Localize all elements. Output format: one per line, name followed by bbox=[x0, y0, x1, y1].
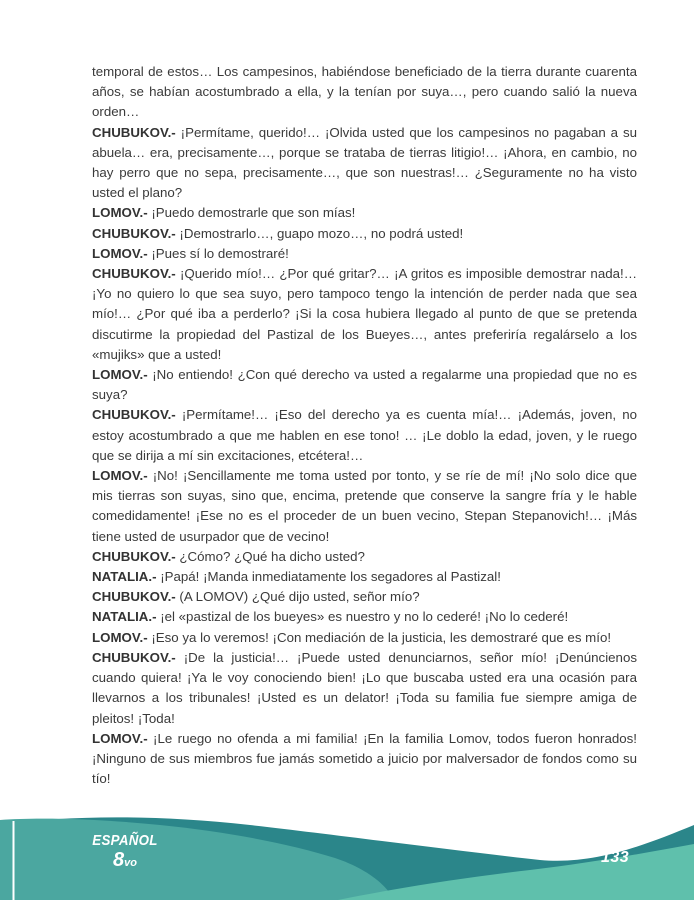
speaker-name: CHUBUKOV.- bbox=[92, 266, 176, 282]
speaker-name: NATALIA.- bbox=[92, 569, 157, 585]
logo-title: ESPAÑOL bbox=[92, 833, 158, 849]
dialogue-paragraph: CHUBUKOV.- ¿Cómo? ¿Qué ha dicho usted? bbox=[92, 548, 365, 564]
dialogue bbox=[92, 62, 637, 789]
dialogue-paragraph: temporal de estos… Los campesinos, habiéndose beneficiado de la tierra durante cuarenta años, se habían acostumbrado a ella, y la tenían por suya…, pero cuando salió la nueva orden… bbox=[92, 64, 637, 120]
dialogue-paragraph: NATALIA.- ¡el «pastizal de los bueyes» es nuestro y no lo cederé! ¡No lo cederé! bbox=[92, 609, 569, 625]
dialogue-paragraph: LOMOV.- ¡Pues sí lo demostraré! bbox=[92, 245, 289, 261]
dialogue-paragraph: CHUBUKOV.- ¡Demostrarlo…, guapo mozo…, no podrá usted! bbox=[92, 225, 464, 241]
dialogue-paragraph: LOMOV.- ¡Le ruego no ofenda a mi familia! ¡En la familia Lomov, todos fueron honrados!¡Ninguno de sus miembros fue jamás sometido a juicio por malversador de fondos como su tío! bbox=[92, 730, 637, 787]
dialogue-paragraph: CHUBUKOV.- ¡Permítame, querido!… ¡Olvida usted que los campesinos no pagaban a su abuela… era, precisamente…, porque se trataba de tierras litigio!… ¡Ahora, en cambio, no hay perro que no sepa, precisamente…, que son nuestras!… ¿Seguramente no ha visto usted el plano? bbox=[92, 124, 637, 201]
logo-grade-suffix: vo bbox=[124, 856, 137, 869]
speaker-name: CHUBUKOV.- bbox=[92, 225, 176, 241]
dialogue-paragraph: LOMOV.- ¡Eso ya lo veremos! ¡Con mediación de la justicia, les demostraré que es mío! bbox=[92, 629, 612, 645]
speaker-name: LOMOV.- bbox=[92, 245, 148, 261]
dialogue-paragraph: CHUBUKOV.- ¡Querido mío!… ¿Por qué gritar?… ¡A gritos es imposible demostrar nada!… ¡Yo no quiero lo que sea suyo, pero tampoco tengo la intención de perder nada que sea mío!… ¿Por qué iba a perderlo? ¡Si la cosa hubiera llegado al punto de que se pretenda discutirme la propiedad del Pastizal de los Bueyes…, antes preferiría regalárselo a los «mujiks» que a usted! bbox=[92, 266, 637, 362]
speaker-name: LOMOV.- bbox=[92, 629, 148, 645]
dialogue-paragraph: CHUBUKOV.- (A LOMOV) ¿Qué dijo usted, señor mío? bbox=[92, 589, 420, 605]
speaker-name: CHUBUKOV.- bbox=[92, 649, 176, 665]
wave-medium-teal bbox=[0, 819, 394, 900]
speaker-name: CHUBUKOV.- bbox=[92, 548, 176, 564]
speaker-name: LOMOV.- bbox=[92, 730, 148, 746]
speaker-name: CHUBUKOV.- bbox=[92, 589, 176, 605]
logo-grade-numeral: 8 bbox=[113, 848, 125, 871]
dialogue-paragraph: LOMOV.- ¡Puedo demostrarle que son mías! bbox=[92, 205, 356, 221]
dialogue-paragraph: LOMOV.- ¡No entiendo! ¿Con qué derecho va usted a regalarme una propiedad que no es suya? bbox=[92, 367, 637, 403]
footer-divider-line bbox=[13, 821, 15, 900]
speaker-name: LOMOV.- bbox=[92, 367, 148, 383]
speaker-name: LOMOV.- bbox=[92, 205, 148, 221]
page-number: 133 bbox=[601, 849, 630, 866]
logo-grade bbox=[86, 850, 164, 870]
dialogue-paragraph: NATALIA.- ¡Papá! ¡Manda inmediatamente los segadores al Pastizal! bbox=[92, 569, 501, 585]
dialogue-paragraph: LOMOV.- ¡No! ¡Sencillamente me toma usted por tonto, y se ríe de mí! ¡No solo dice que mis tierras son suyas, sino que, encima, pretende que conserve la sangre fría y le hable comedidamente! ¡Ese no es el proceder de un buen vecino, Stepan Stepanovich!… ¡Más tiene usted de usurpador que de vecino! bbox=[92, 468, 637, 544]
dialogue-paragraph: CHUBUKOV.- ¡Permítame!… ¡Eso del derecho ya es cuenta mía!… ¡Además, joven, no estoy acostumbrado a que me hablen en ese tono! … ¡Le doblo la edad, joven, y le ruego que se dirija a mí sin excitaciones, etcétera!… bbox=[92, 407, 637, 463]
speaker-name: LOMOV.- bbox=[92, 468, 148, 484]
speaker-name: CHUBUKOV.- bbox=[92, 124, 176, 140]
speaker-name: CHUBUKOV.- bbox=[92, 407, 176, 423]
espanol-8vo-logo bbox=[86, 834, 164, 870]
speaker-name: NATALIA.- bbox=[92, 609, 157, 625]
dialogue-paragraph: CHUBUKOV.- ¡De la justicia!… ¡Puede usted denunciarnos, señor mío! ¡Denúncienos cuando quiera! ¡Ya le voy conociendo bien! ¡Lo que buscaba usted era una ocasión para llevarnos a los tribunales! ¡Usted es un delator! ¡Toda su familia fue siempre amiga de pleitos! ¡Toda! bbox=[92, 649, 637, 726]
